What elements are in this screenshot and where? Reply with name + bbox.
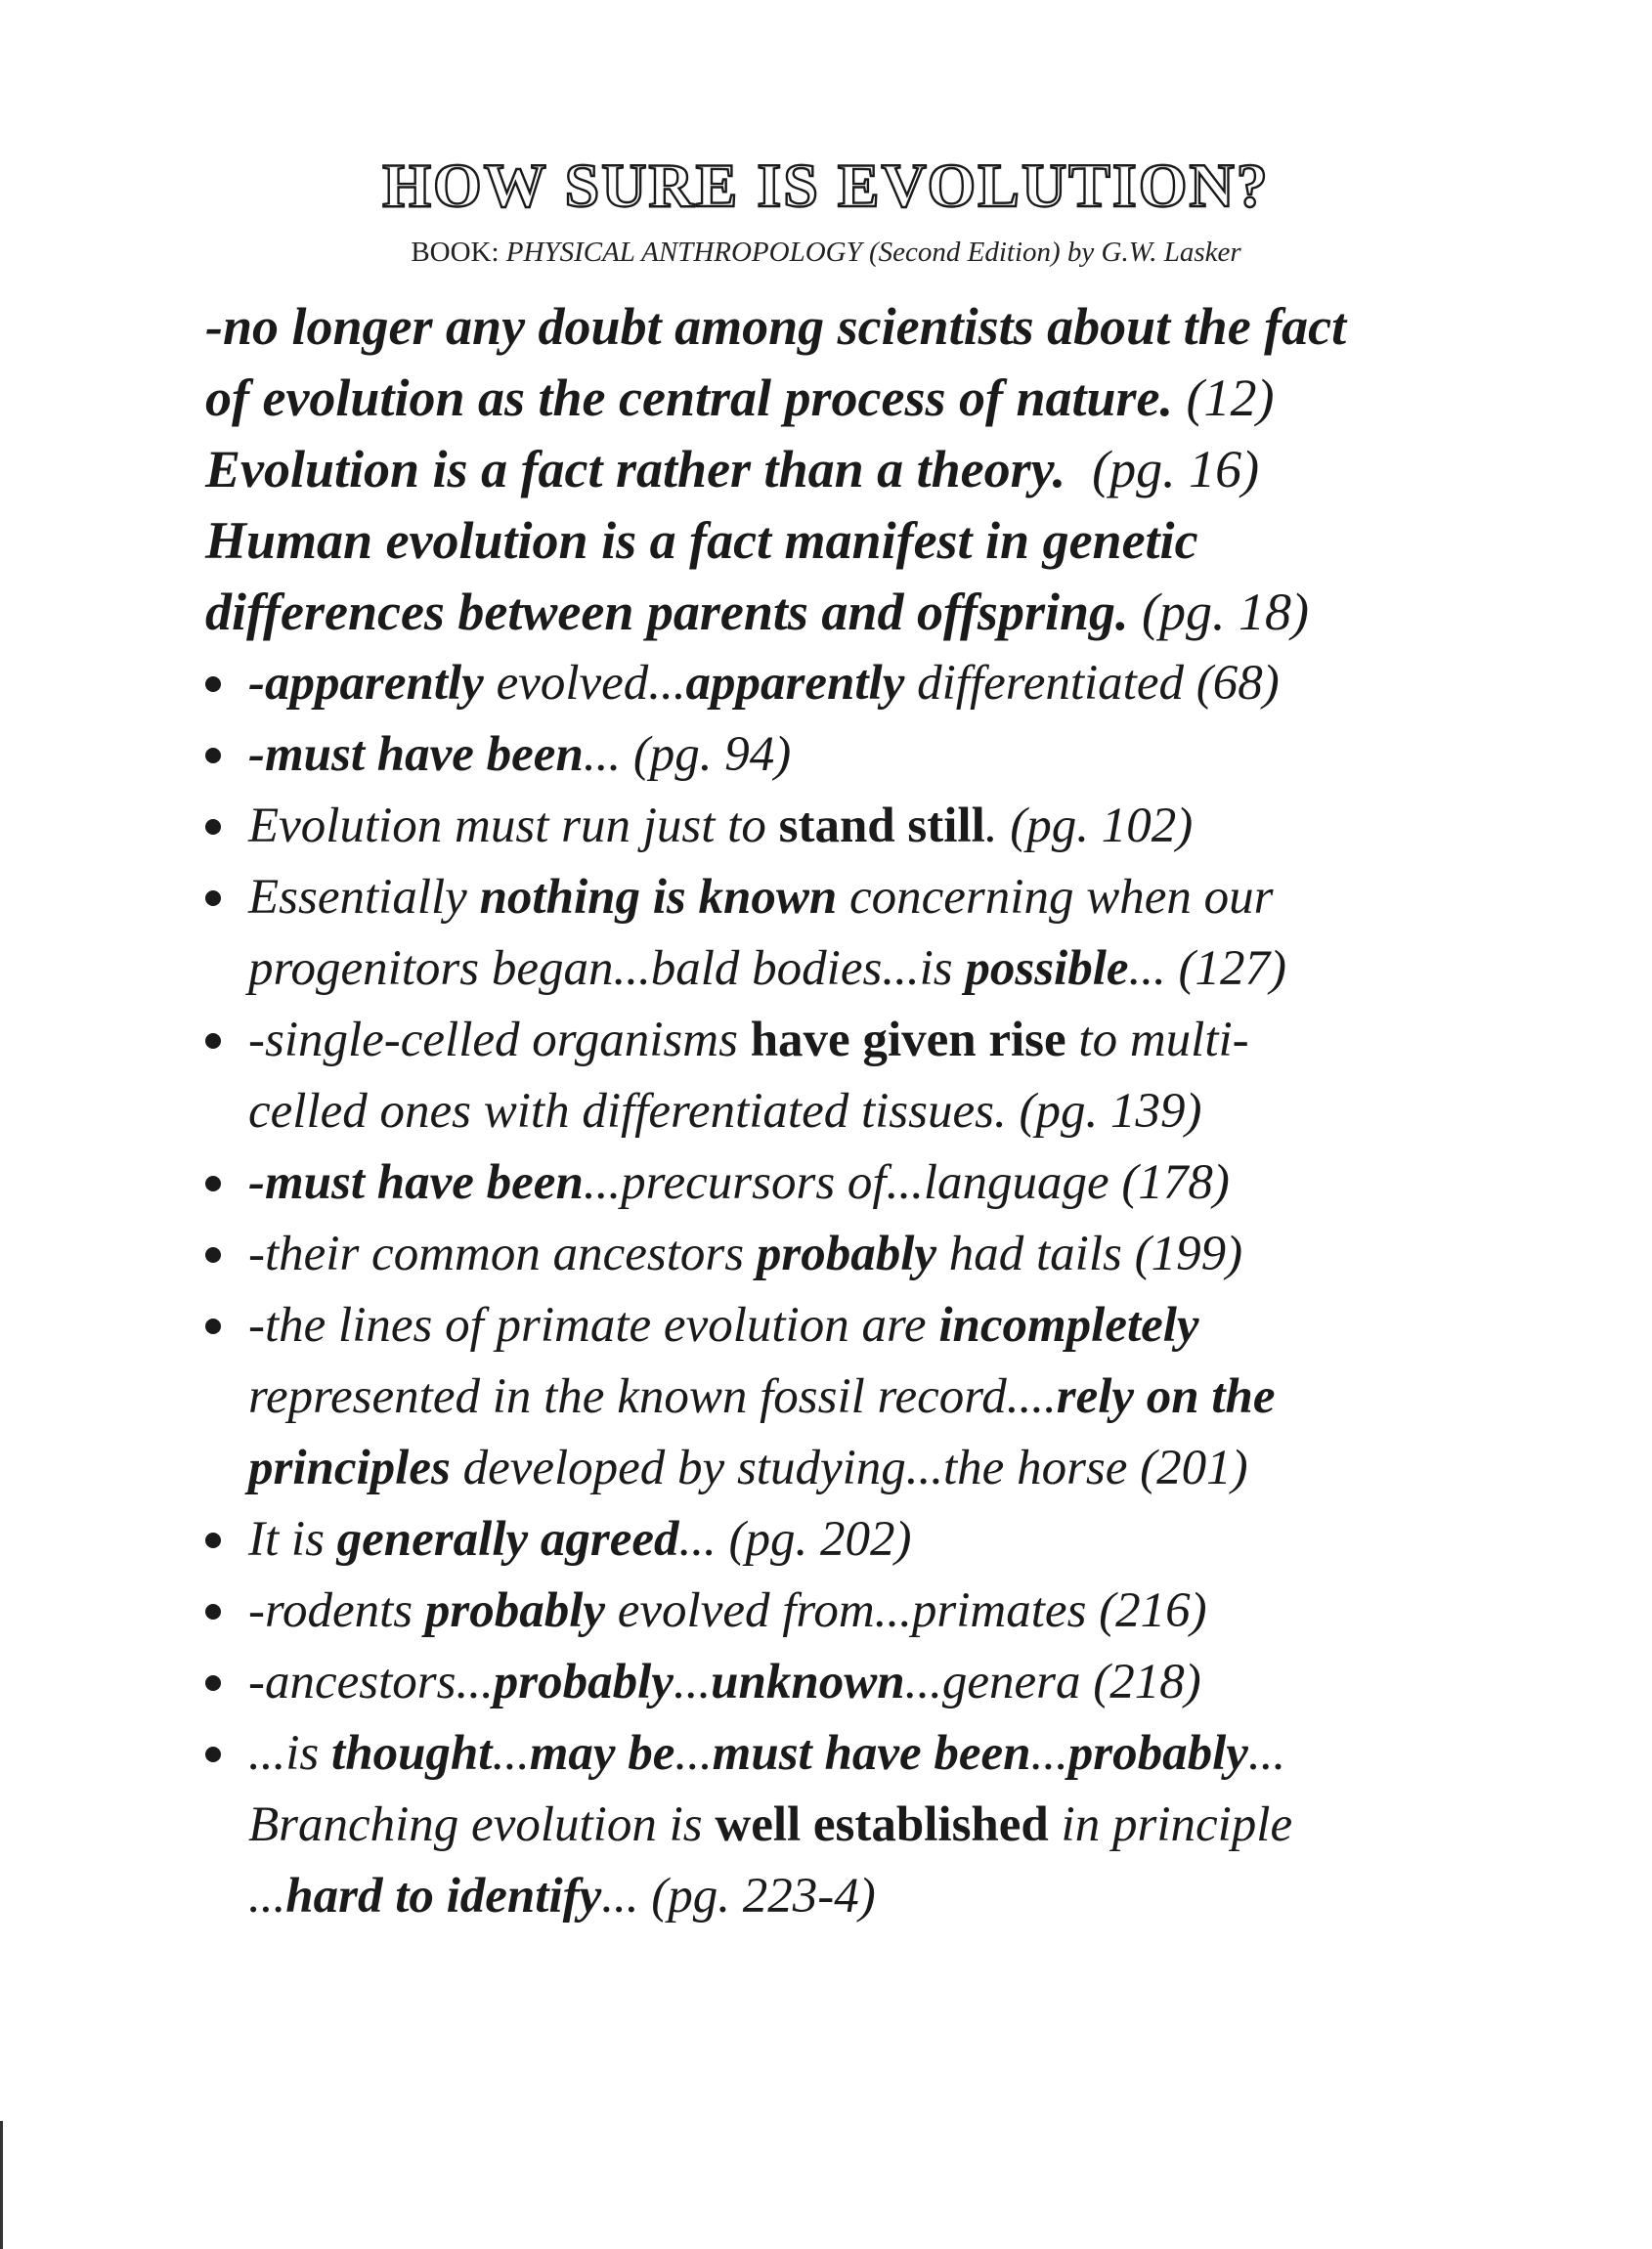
bullet-icon bbox=[205, 1247, 221, 1263]
emphasis-text: probably bbox=[424, 1583, 605, 1638]
emphasis-text: incompletely bbox=[938, 1298, 1199, 1353]
quote-text: Branching evolution is bbox=[248, 1797, 716, 1852]
quote-text: ... bbox=[1247, 1726, 1286, 1781]
quote-line: -no longer any doubt among scientists about the fact bbox=[205, 297, 1347, 356]
emphasis-text: thought bbox=[331, 1726, 493, 1781]
emphasis-text: nothing is known bbox=[479, 870, 838, 925]
list-item bbox=[205, 862, 1496, 1005]
quote-text: differentiated (68) bbox=[904, 656, 1280, 711]
emphasis-text: possible bbox=[965, 941, 1129, 996]
emphasis-text: -must have been bbox=[248, 727, 584, 782]
quote-text: had tails (199) bbox=[936, 1227, 1243, 1281]
bullet-icon bbox=[205, 1747, 221, 1762]
quote-text: -the lines of primate evolution are bbox=[248, 1298, 939, 1353]
quote-text: ...is bbox=[248, 1726, 332, 1781]
book-citation bbox=[0, 233, 1652, 272]
emphasis-text: principles bbox=[248, 1441, 451, 1495]
quote-text: represented in the known fossil record.... bbox=[248, 1369, 1057, 1424]
page-ref: (pg. 18) bbox=[1142, 583, 1309, 641]
quote-text: ... (pg. 223-4) bbox=[601, 1869, 876, 1924]
emphasis-text: probably bbox=[1067, 1726, 1248, 1781]
emphasis-text: well established bbox=[715, 1797, 1049, 1852]
list-item bbox=[205, 1219, 1496, 1290]
emphasis-text: generally agreed bbox=[336, 1512, 679, 1567]
quote-text: ... bbox=[492, 1726, 530, 1781]
list-item bbox=[205, 1576, 1496, 1647]
page-ref: (pg. 16) bbox=[1092, 440, 1260, 498]
bullet-icon bbox=[205, 676, 221, 692]
list-item bbox=[205, 648, 1496, 719]
emphasis-text: -must have been bbox=[248, 1155, 584, 1210]
book-label: BOOK: bbox=[411, 237, 500, 268]
quote-text: of evolution as the central process of nature. bbox=[205, 368, 1174, 427]
quote-text: progenitors began...bald bodies...is bbox=[248, 941, 966, 996]
quote-text: evolved from...primates (216) bbox=[605, 1583, 1207, 1638]
quote-text: It is bbox=[248, 1512, 337, 1567]
quote-text: in principle bbox=[1048, 1797, 1293, 1852]
page-title: HOW SURE IS EVOLUTION? bbox=[382, 151, 1270, 220]
bullet-icon bbox=[205, 1176, 221, 1191]
bullet-icon bbox=[205, 819, 221, 835]
emphasis-text: may be bbox=[529, 1726, 675, 1781]
quote-line bbox=[205, 577, 1496, 648]
quote-text: developed by studying...the horse (201) bbox=[450, 1441, 1248, 1495]
emphasis-text: stand still bbox=[778, 799, 985, 853]
emphasis-text: must have been bbox=[712, 1726, 1031, 1781]
emphasis-text: -apparently bbox=[248, 656, 484, 711]
emphasis-text: have given rise bbox=[750, 1013, 1066, 1067]
emphasis-text: apparently bbox=[685, 656, 905, 711]
bullet-icon bbox=[205, 1604, 221, 1620]
bullet-icon bbox=[205, 890, 221, 906]
quote-text: ...precursors of...language (178) bbox=[583, 1155, 1230, 1210]
emphasis-text: hard to identify bbox=[285, 1869, 602, 1924]
list-item bbox=[205, 1005, 1496, 1147]
quote-text: ... (127) bbox=[1128, 941, 1286, 996]
quote-text: -their common ancestors bbox=[248, 1227, 757, 1281]
bullet-icon bbox=[205, 1319, 221, 1334]
bullet-icon bbox=[205, 1033, 221, 1049]
quote-text: -single-celled organisms bbox=[248, 1013, 751, 1067]
quote-text: ... bbox=[1030, 1726, 1068, 1781]
book-edition-author: (Second Edition) by G.W. Lasker bbox=[868, 237, 1241, 268]
quote-text: differences between parents and offspring. bbox=[205, 583, 1129, 641]
quote-text: ... (pg. 202) bbox=[678, 1512, 912, 1567]
quote-text: Essentially bbox=[248, 870, 480, 925]
quote-text: concerning when our bbox=[837, 870, 1274, 925]
list-item bbox=[205, 1647, 1496, 1718]
quote-text: . (pg. 102) bbox=[984, 799, 1194, 853]
quote-line bbox=[205, 363, 1496, 434]
quote-text: Evolution is a fact rather than a theory. bbox=[205, 440, 1066, 498]
bullet-icon bbox=[205, 748, 221, 763]
emphasis-text: probably bbox=[493, 1655, 674, 1709]
quote-line bbox=[205, 434, 1496, 505]
book-title: PHYSICAL ANTHROPOLOGY bbox=[505, 237, 862, 268]
emphasis-text: probably bbox=[756, 1227, 936, 1281]
quote-text: ... bbox=[674, 1726, 713, 1781]
emphasis-text: unknown bbox=[711, 1655, 905, 1709]
quote-text: ...genera (218) bbox=[904, 1655, 1201, 1709]
quote-text: to multi- bbox=[1065, 1013, 1249, 1067]
quote-text: ... bbox=[248, 1869, 286, 1924]
list-item bbox=[205, 791, 1496, 862]
quote-list bbox=[205, 648, 1496, 1932]
list-item bbox=[205, 1504, 1496, 1576]
page-ref: (12) bbox=[1186, 368, 1275, 427]
quote-text: ... bbox=[673, 1655, 712, 1709]
quote-text: celled ones with differentiated tissues. (pg. 139) bbox=[248, 1084, 1202, 1139]
scan-edge-mark bbox=[0, 2121, 3, 2249]
list-item bbox=[205, 1147, 1496, 1219]
list-item bbox=[205, 719, 1496, 791]
quote-text: Evolution must run just to bbox=[248, 799, 779, 853]
quote-text: evolved... bbox=[483, 656, 686, 711]
list-item bbox=[205, 1718, 1496, 1932]
quote-text: -rodents bbox=[248, 1583, 425, 1638]
intro-quotes bbox=[205, 291, 1496, 648]
emphasis-text: rely on the bbox=[1056, 1369, 1276, 1424]
quote-line: Human evolution is a fact manifest in genetic bbox=[205, 511, 1198, 570]
list-item bbox=[205, 1290, 1496, 1504]
quote-text: ... (pg. 94) bbox=[583, 727, 792, 782]
bullet-icon bbox=[205, 1533, 221, 1548]
bullet-icon bbox=[205, 1675, 221, 1691]
quote-text: -ancestors... bbox=[248, 1655, 494, 1709]
